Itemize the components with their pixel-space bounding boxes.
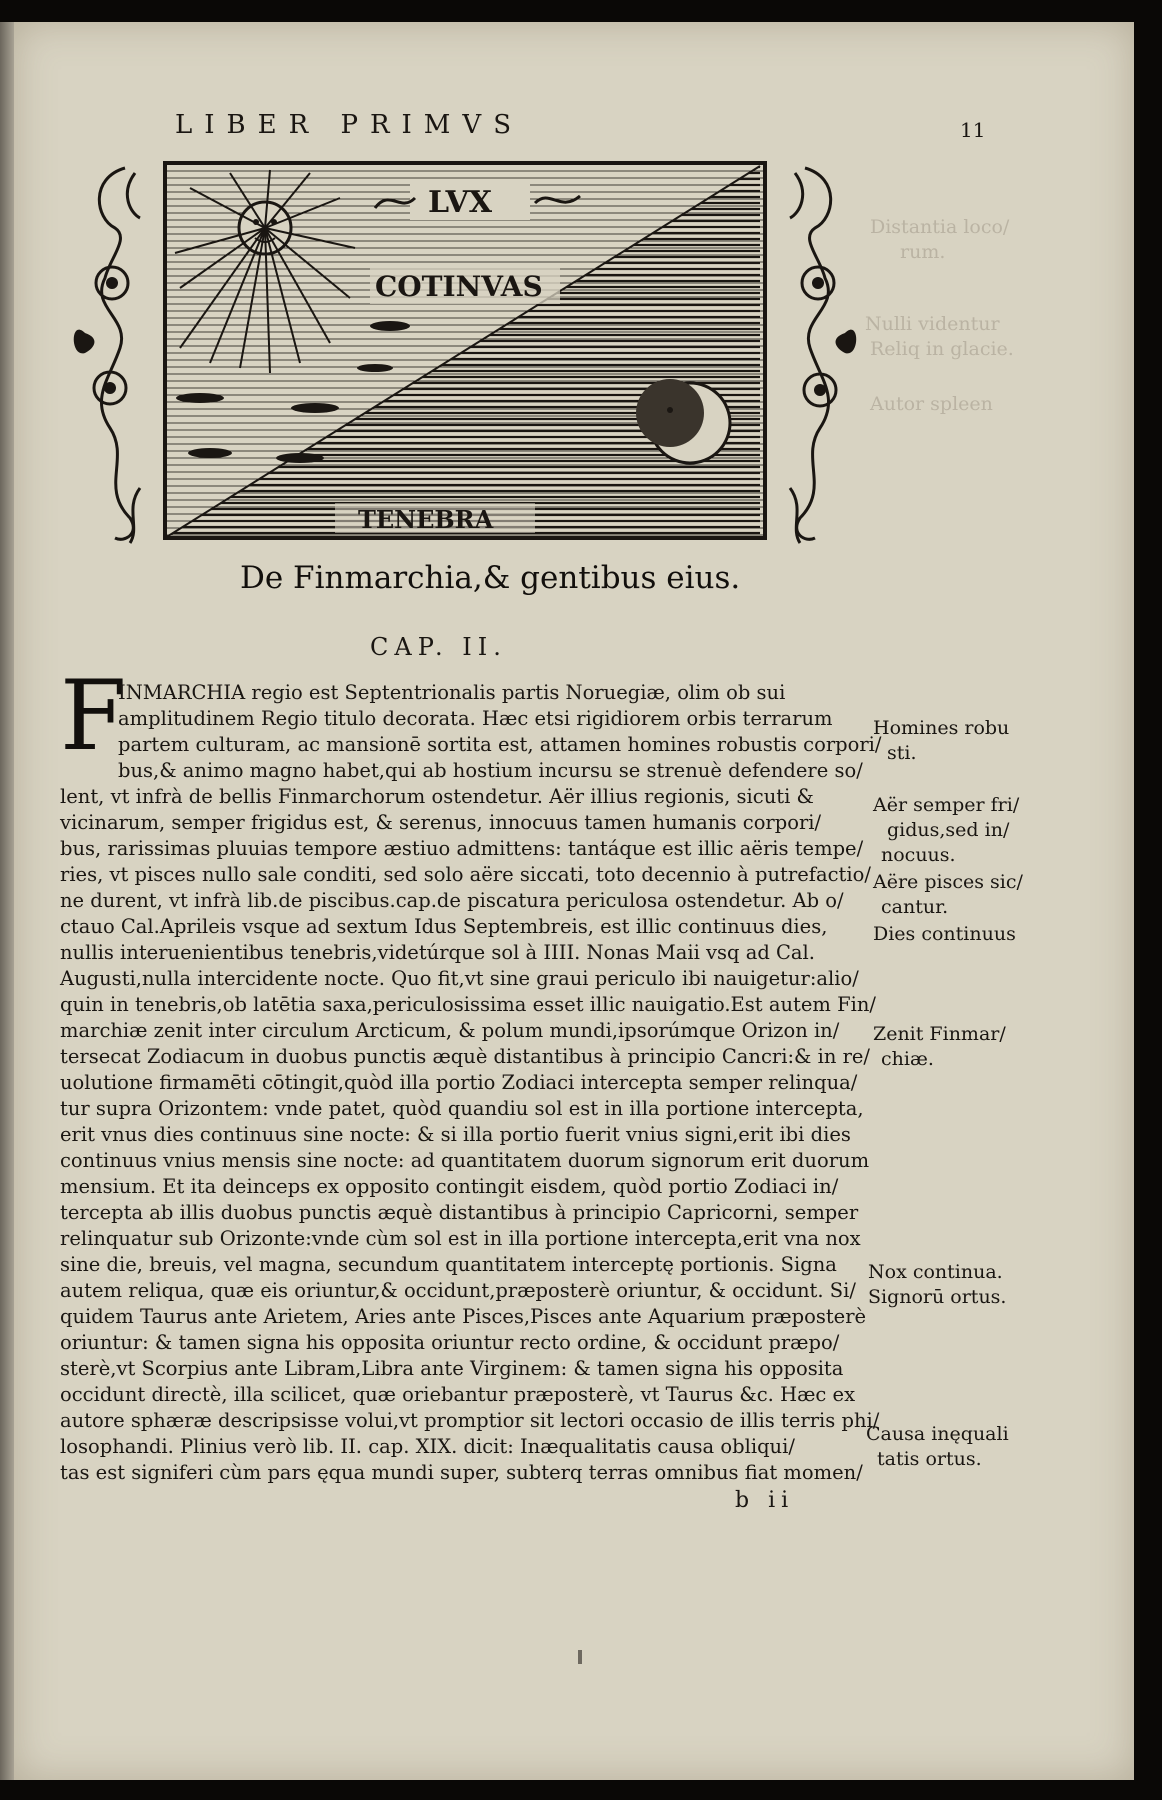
chapter-number: CAP. II.	[370, 633, 507, 661]
text-line: ries, vt pisces nullo sale conditi, sed solo aëre siccati, toto decennio à putrefactio/	[60, 863, 871, 886]
label-continuas: COTINVAS	[375, 270, 543, 303]
margin-note: Nox continua.	[868, 1261, 1003, 1283]
text-line: occidunt directè, illa scilicet, quæ oriebantur præposterè, vt Taurus &c. Hæc ex	[60, 1383, 856, 1406]
text-line: tercepta ab illis duobus punctis æquè distantibus à principio Capricorni, semper	[60, 1201, 859, 1224]
text-line: tas est signiferi cùm pars ęqua mundi super, subterq terras omnibus fiat momen/	[60, 1461, 863, 1484]
chapter-title: De Finmarchia,& gentibus eius.	[240, 560, 741, 596]
label-lux: LVX	[428, 185, 493, 220]
text-line: Augusti,nulla intercidente nocte. Quo fit,vt sine graui periculo ibi nauigetur:alio/	[60, 967, 859, 990]
woodcut-illustration	[70, 158, 860, 548]
text-line: tur supra Orizontem: vnde patet, quòd quandiu sol est in illa portione intercepta,	[60, 1097, 864, 1120]
text-line: relinquatur sub Orizonte:vnde cùm sol est in illa portione intercepta,erit vna nox	[60, 1227, 861, 1250]
margin-note: Dies continuus	[873, 923, 1016, 945]
margin-note: Causa inęquali	[866, 1423, 1009, 1445]
text-line: oriuntur: & tamen signa his opposita oriuntur recto ordine, & occidunt præpo/	[60, 1331, 840, 1354]
margin-note: nocuus.	[881, 844, 956, 866]
text-line: ctauo Cal.Aprileis vsque ad sextum Idus Septembreis, est illic continuus dies,	[60, 915, 828, 938]
text-line: INMARCHIA regio est Septentrionalis partis Noruegiæ, olim ob sui	[118, 681, 786, 704]
drop-cap: F	[60, 660, 127, 772]
text-line: sterè,vt Scorpius ante Libram,Libra ante Virginem: & tamen signa his opposita	[60, 1357, 844, 1380]
running-title: LIBER PRIMVS	[175, 110, 524, 140]
show-through-text: Nulli videntur	[865, 313, 1000, 335]
margin-note: Aër semper fri/	[873, 794, 1020, 816]
text-line: continuus vnius mensis sine nocte: ad quantitatem duorum signorum erit duorum	[60, 1149, 870, 1172]
text-line: sine die, breuis, vel magna, secundum quantitatem interceptę portionis. Signa	[60, 1253, 837, 1276]
margin-note: Homines robu	[873, 717, 1010, 739]
show-through-text: Reliq in glacie.	[870, 338, 1014, 360]
catchword-mark	[578, 1650, 582, 1664]
vase-icon	[74, 330, 95, 354]
text-line: autem reliqua, quæ eis oriuntur,& occidunt,præposterè oriuntur, & occidunt. Si/	[60, 1279, 856, 1302]
margin-note: Zenit Finmar/	[873, 1023, 1006, 1045]
text-line: vicinarum, semper frigidus est, & serenus, innocuus tamen humanis corpori/	[60, 811, 822, 834]
text-line: quidem Taurus ante Arietem, Aries ante Pisces,Pisces ante Aquarium præposterè	[60, 1305, 867, 1328]
margin-note: Signorū ortus.	[868, 1286, 1007, 1308]
margin-note: cantur.	[881, 896, 949, 918]
margin-note: tatis ortus.	[877, 1448, 982, 1470]
margin-note: sti.	[887, 742, 917, 764]
margin-note: Aëre pisces sic/	[873, 871, 1023, 893]
text-line: marchiæ zenit inter circulum Arcticum, & polum mundi,ipsorúmque Orizon in/	[60, 1019, 840, 1042]
text-line: lent, vt infrà de bellis Finmarchorum ostendetur. Aër illius regionis, sicuti &	[60, 785, 814, 808]
text-line: uolutione firmamēti cōtingit,quòd illa portio Zodiaci intercepta semper relinqua/	[60, 1071, 858, 1094]
rosette-center-icon	[814, 384, 826, 396]
vase-icon	[836, 330, 857, 354]
rosette-center-icon	[812, 277, 824, 289]
margin-note: gidus,sed in/	[887, 819, 1010, 841]
text-line: erit vnus dies continuus sine nocte: & si illa portio fuerit vnius signi,erit ibi dies	[60, 1123, 851, 1146]
rosette-center-icon	[104, 382, 116, 394]
text-line: bus,& animo magno habet,qui ab hostium incursu se strenuè defendere so/	[118, 759, 863, 782]
book-spine	[0, 22, 14, 1780]
signature-mark: b ii	[735, 1488, 795, 1513]
right-ornament	[790, 168, 831, 543]
text-line: autore sphæræ descripsisse volui,vt promptior sit lectori occasio de illis terris phi/	[60, 1409, 880, 1432]
text-line: losophandi. Plinius verò lib. II. cap. XIX. dicit: Inæqualitatis causa obliqui/	[60, 1435, 795, 1458]
text-line: partem culturam, ac mansionē sortita est, attamen homines robustis corpori/	[118, 733, 882, 756]
show-through-text: Autor spleen	[870, 393, 993, 415]
text-line: mensium. Et ita deinceps ex opposito contingit eisdem, quòd portio Zodiaci in/	[60, 1175, 839, 1198]
left-ornament	[99, 168, 140, 543]
text-line: nullis interuenientibus tenebris,videtúrque sol à IIII. Nonas Maii vsq ad Cal.	[60, 941, 815, 964]
text-line: quin in tenebris,ob latētia saxa,periculosissima esset illic nauigatio.Est autem Fin/	[60, 993, 876, 1016]
text-line: ne durent, vt infrà lib.de piscibus.cap.de piscatura periculosa ostendetur. Ab o/	[60, 889, 844, 912]
page-number: 11	[960, 118, 986, 142]
text-line: bus, rarissimas pluuias tempore æstiuo admittens: tantáque est illic aëris tempe/	[60, 837, 864, 860]
text-line: amplitudinem Regio titulo decorata. Hæc etsi rigidiorem orbis terrarum	[118, 707, 833, 730]
label-tenebrae: TENEBRA	[358, 505, 494, 534]
margin-note: chiæ.	[881, 1048, 934, 1070]
show-through-text: Distantia loco/	[870, 216, 1010, 238]
show-through-text: rum.	[900, 241, 946, 263]
rosette-center-icon	[106, 277, 118, 289]
text-line: tersecat Zodiacum in duobus punctis æquè distantibus à principio Cancri:& in re/	[60, 1045, 871, 1068]
